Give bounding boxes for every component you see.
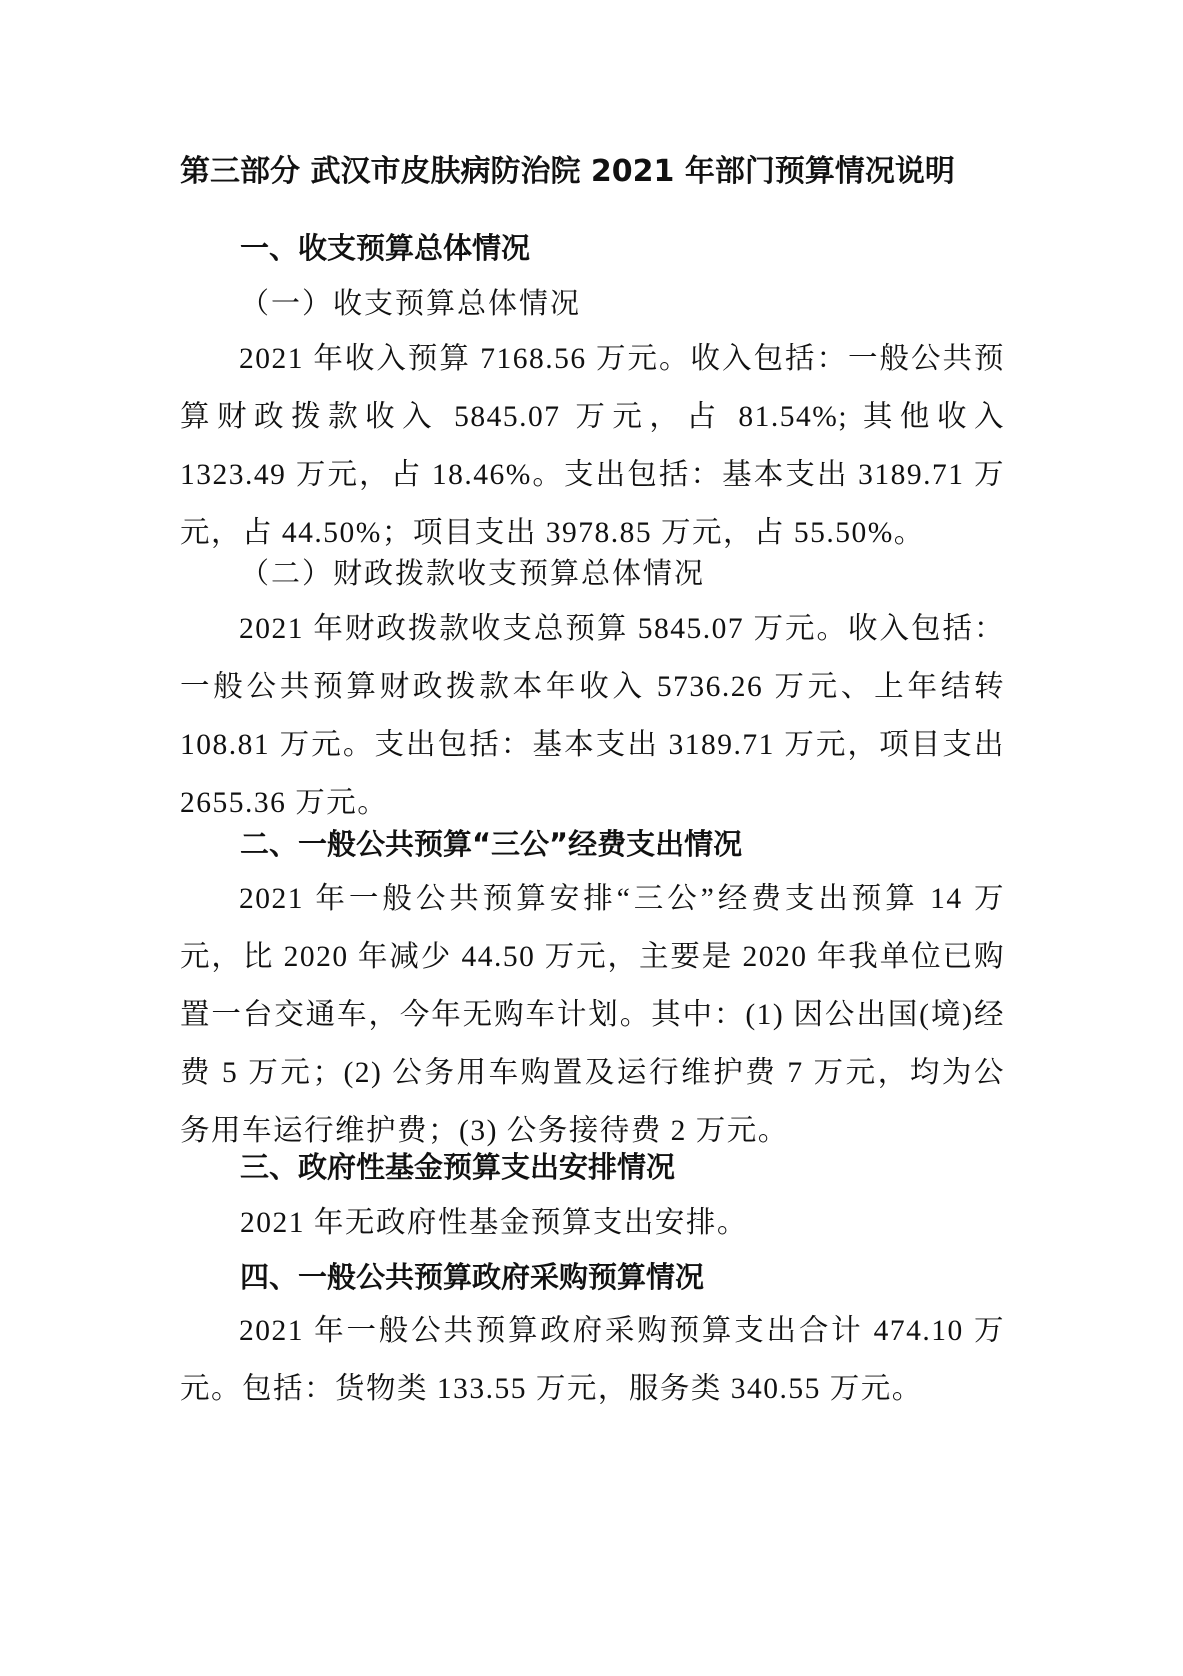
section-2-paragraph: 2021 年一般公共预算安排“三公”经费支出预算 14 万元，比 2020 年减少 44.50 万元，主要是 2020 年我单位已购置一台交通车，今年无购车计划。其中：(1) 因公出国(境)经费 5 万元；(2) 公务用车购置及运行维护费 7 万元，均为公务用车运行维护费；(3) 公务接待费 2 万元。: [180, 883, 1005, 1147]
section-3-heading: 三、政府性基金预算支出安排情况: [240, 1150, 676, 1184]
section-3-paragraph: 2021 年无政府性基金预算支出安排。: [240, 1207, 748, 1239]
section-1-heading: 一、收支预算总体情况: [240, 231, 531, 265]
section-4-paragraph: 2021 年一般公共预算政府采购预算支出合计 474.10 万元。包括：货物类 133.55 万元，服务类 340.55 万元。: [180, 1315, 1005, 1405]
document-title: 第三部分 武汉市皮肤病防治院 2021 年部门预算情况说明: [180, 154, 955, 189]
section-1-sub-2-paragraph: 2021 年财政拨款收支总预算 5845.07 万元。收入包括：一般公共预算财政拨款本年收入 5736.26 万元、上年结转 108.81 万元。支出包括：基本支出 3189.71 万元，项目支出 2655.36 万元。: [180, 613, 1005, 819]
section-1-sub-1-paragraph: 2021 年收入预算 7168.56 万元。收入包括：一般公共预算财政拨款收入 5845.07 万元，占 81.54%; 其他收入 1323.49 万元，占 18.46%。支出包括：基本支出 3189.71 万元，占 44.50%；项目支出 3978.85 万元，占 55.50%。: [180, 343, 1005, 549]
section-2-heading: 二、一般公共预算“三公”经费支出情况: [240, 827, 743, 861]
section-1-sub-2-heading: （二）财政拨款收支预算总体情况: [240, 556, 706, 590]
section-4-heading: 四、一般公共预算政府采购预算情况: [240, 1260, 705, 1294]
section-1-sub-1-heading: （一）收支预算总体情况: [240, 286, 582, 320]
